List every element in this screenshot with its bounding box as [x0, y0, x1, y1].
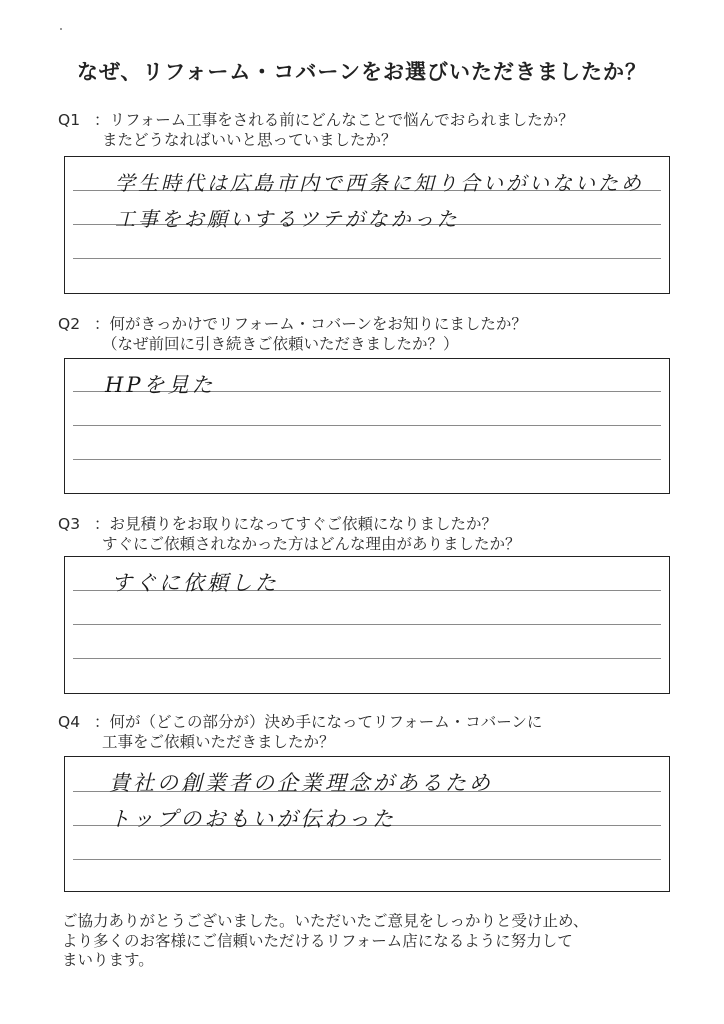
page-title: なぜ、リフォーム・コバーンをお選びいただきましたか？: [77, 60, 647, 84]
ruled-line: [73, 258, 661, 259]
question-3: [58, 514, 521, 554]
answer-box-2: [64, 358, 670, 494]
handwritten-answer: HPを見た: [105, 373, 216, 397]
answer-box-3: [64, 556, 670, 694]
question-number: Q4: [58, 713, 81, 731]
question-text-line2: 工事をご依頼いただきましたか？: [102, 733, 335, 751]
question-2: [58, 314, 527, 354]
question-1: [58, 110, 574, 150]
handwritten-answer: すぐに依頼した: [111, 571, 279, 595]
question-text: ：お見積りをお取りになってすぐご依頼になりましたか？: [94, 515, 498, 533]
question-4: [58, 712, 542, 752]
footer-line: まいります。: [62, 951, 154, 969]
ruled-line: [73, 459, 661, 460]
ruled-line: [73, 859, 661, 860]
handwritten-answer: 貴社の創業者の企業理念があるため: [109, 771, 493, 795]
thank-you-note: [62, 912, 588, 971]
ruled-line: [73, 425, 661, 426]
answer-box-1: [64, 156, 670, 294]
ruled-line: [73, 658, 661, 659]
question-number: Q1: [58, 111, 81, 129]
question-text: ：何がきっかけでリフォーム・コバーンをお知りにましたか？: [94, 315, 527, 333]
question-text: ：何が（どこの部分が）決め手になってリフォーム・コバーンに: [94, 713, 543, 731]
footer-line: より多くのお客様にご信頼いただけるリフォーム店になるように努力して: [62, 931, 573, 950]
handwritten-answer: トップのおもいが伝わった: [109, 807, 397, 831]
question-text-line2: （なぜ前回に引き続きご依頼いただきましたか？）: [102, 335, 459, 353]
handwritten-answer: 学生時代は広島市内で西条に知り合いがいないため: [115, 171, 644, 195]
question-number: Q3: [58, 515, 81, 533]
footer-line: ご協力ありがとうございました。いただいたご意見をしっかりと受け止め、: [62, 912, 589, 930]
question-text: ：リフォーム工事をされる前にどんなことで悩んでおられましたか？: [94, 111, 574, 129]
answer-box-4: [64, 756, 670, 892]
question-text-line2: またどうなればいいと思っていましたか？: [102, 131, 397, 149]
ruled-line: [73, 624, 661, 625]
scan-mark: [60, 28, 62, 30]
question-text-line2: すぐにご依頼されなかった方はどんな理由がありましたか？: [102, 535, 521, 553]
question-number: Q2: [58, 315, 81, 333]
handwritten-answer: 工事をお願いするツテがなかった: [115, 207, 460, 231]
